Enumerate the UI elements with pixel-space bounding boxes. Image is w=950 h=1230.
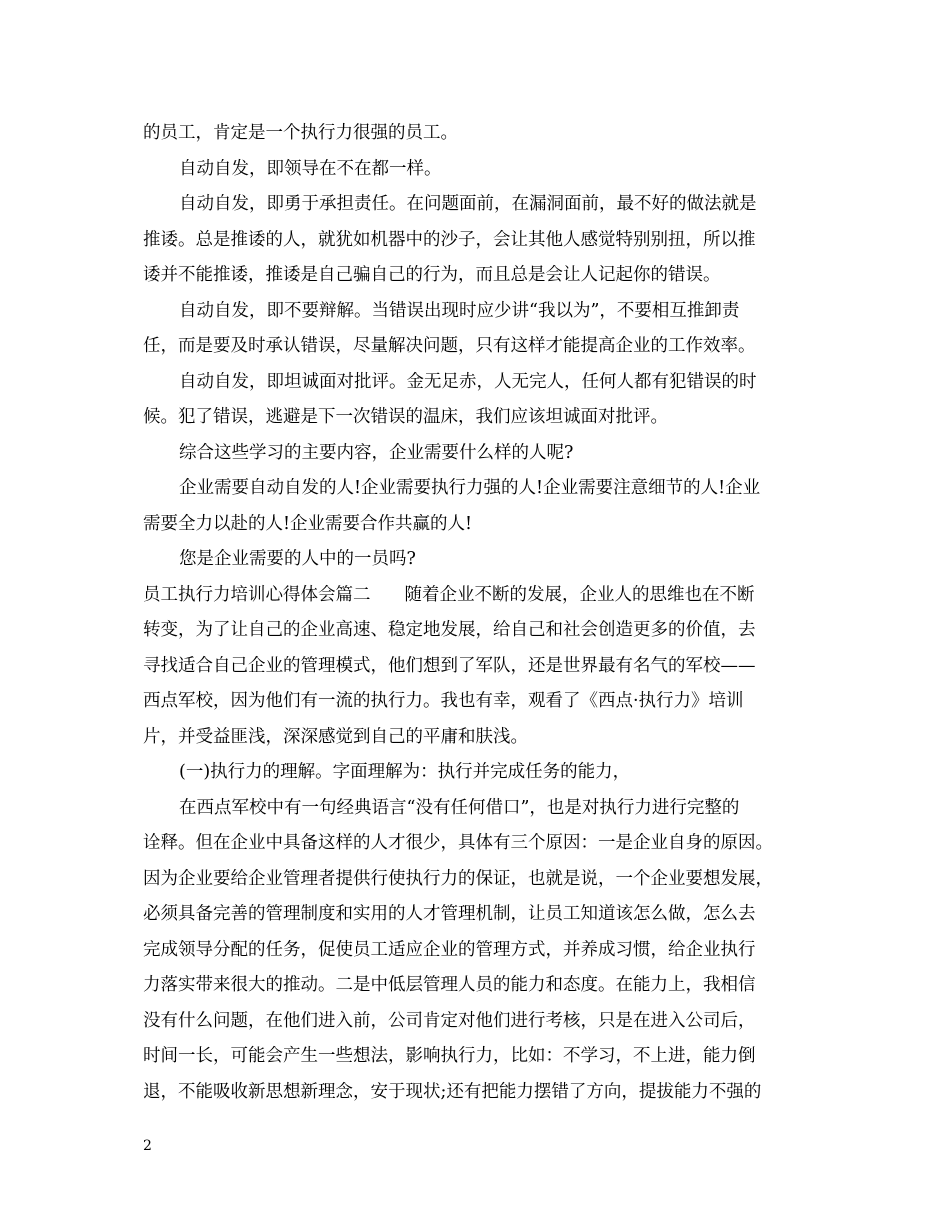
text-line: 片，并受益匪浅，深深感觉到自己的平庸和肤浅。 (143, 726, 528, 747)
document-body (143, 116, 811, 1110)
text-line: 必须具备完善的管理制度和实用的人才管理机制，让员工知道该怎么做，怎么去 (143, 904, 756, 924)
text-line: 的员工，肯定是一个执行力很强的员工。 (143, 123, 458, 143)
section-intro-text: 随着企业不断的发展，企业人的思维也在不断 (404, 584, 755, 605)
text-line: 您是企业需要的人中的一员吗? (179, 549, 416, 569)
text-line: 自动自发，即勇于承担责任。在问题面前，在漏洞面前，最不好的做法就是 (179, 194, 757, 214)
text-line: 寻找适合自己企业的管理模式，他们想到了军队，还是世界最有名气的军校—— (143, 655, 756, 676)
text-line: 需要全力以赴的人!企业需要合作共赢的人! (143, 513, 473, 534)
text-line: 时间一长，可能会产生一些想法，影响执行力，比如：不学习，不上进，能力倒 (143, 1046, 756, 1066)
text-line: 自动自发，即坦诚面对批评。金无足赤，人无完人，任何人都有犯错误的时 (179, 371, 757, 392)
page-number: 2 (143, 1138, 152, 1154)
section-title: 员工执行力培训心得体会篇二 (143, 584, 371, 605)
text-line: 没有什么问题，在他们进入前，公司肯定对他们进行考核，只是在进入公司后， (143, 1010, 756, 1031)
text-line: 转变，为了让自己的企业高速、稳定地发展，给自己和社会创造更多的价值，去 (143, 620, 756, 640)
text-line: 任，而是要及时承认错误，尽量解决问题，只有这样才能提高企业的工作效率。 (143, 336, 756, 356)
text-line: 候。犯了错误，逃避是下一次错误的温床，我们应该坦诚面对批评。 (143, 407, 668, 427)
text-line: 自动自发，即领导在不在都一样。 (179, 158, 442, 179)
text-line: 自动自发，即不要辩解。当错误出现时应少讲“我以为”，不要相互推卸责 (179, 300, 740, 321)
section-heading-line (143, 578, 811, 614)
text-line: 诠释。但在企业中具备这样的人才很少，具体有三个原因：一是企业自身的原因。 (143, 833, 773, 853)
text-line: 诿并不能推诿，推诿是自己骗自己的行为，而且总是会让人记起你的错误。 (143, 265, 721, 285)
text-line: 企业需要自动自发的人!企业需要执行力强的人!企业需要注意细节的人!企业 (179, 478, 761, 498)
text-line: 力落实带来很大的推动。二是中低层管理人员的能力和态度。在能力上，我相信 (143, 975, 756, 995)
text-line: 退，不能吸收新思想新理念，安于现状;还有把能力摆错了方向，提拔能力不强的 (143, 1081, 762, 1102)
text-line: (一)执行力的理解。字面理解为：执行并完成任务的能力， (179, 762, 631, 782)
text-line: 西点军校，因为他们有一流的执行力。我也有幸，观看了《西点·执行力》培训 (143, 691, 744, 711)
text-line: 在西点军校中有一句经典语言“没有任何借口”，也是对执行力进行完整的 (179, 797, 740, 818)
text-line: 因为企业要给企业管理者提供行使执行力的保证，也就是说，一个企业要想发展， (143, 868, 773, 889)
text-line: 完成领导分配的任务，促使员工适应企业的管理方式，并养成习惯，给企业执行 (143, 939, 756, 960)
text-line: 综合这些学习的主要内容，企业需要什么样的人呢? (179, 442, 574, 463)
text-line: 推诿。总是推诿的人，就犹如机器中的沙子，会让其他人感觉特别别扭，所以推 (143, 229, 756, 250)
